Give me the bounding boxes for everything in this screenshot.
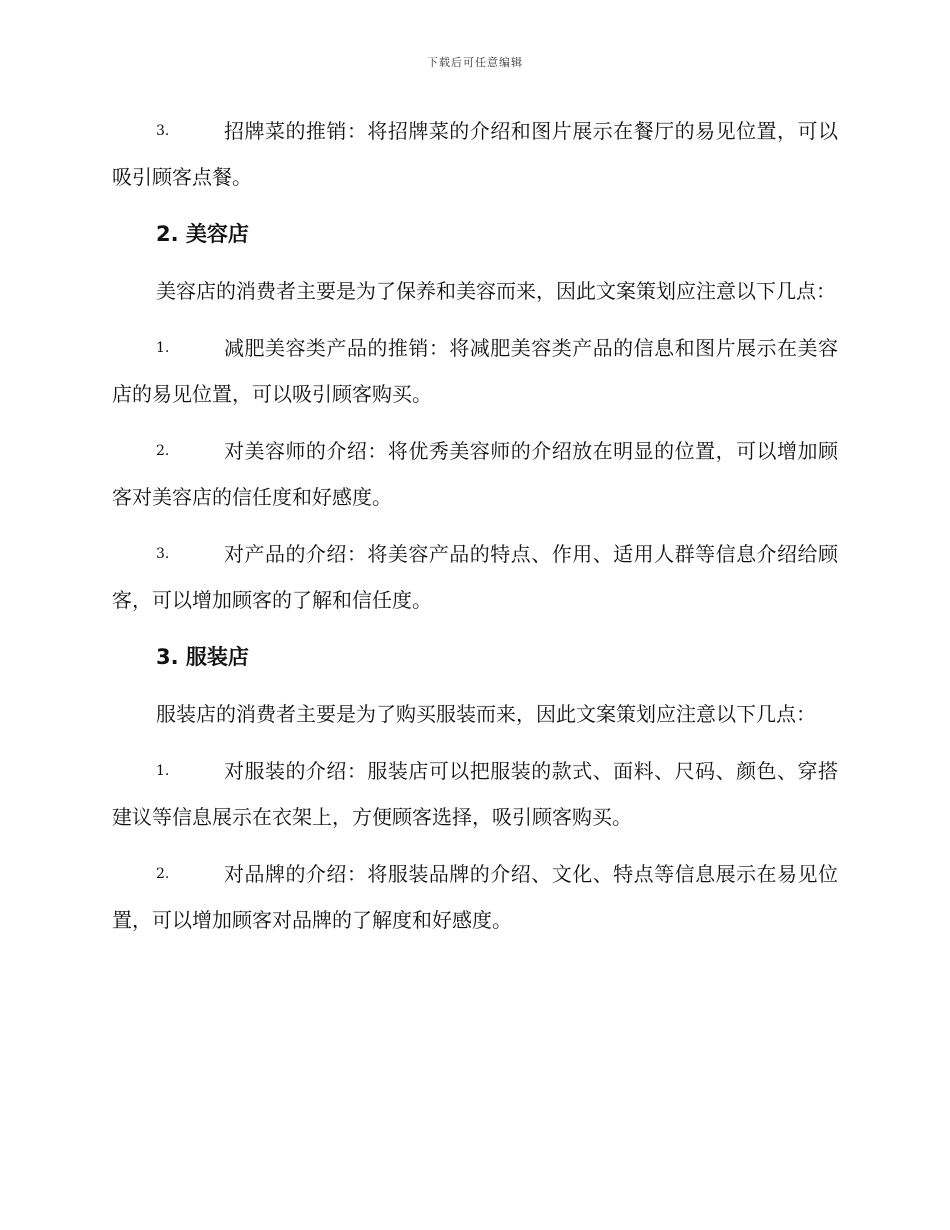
- page-header: 下载后可任意编辑: [427, 56, 523, 69]
- list-number: 1.: [156, 763, 170, 779]
- list-text: 对服装的介绍：服装店可以把服装的款式、面料、尺码、颜色、穿搭建议等信息展示在衣架上，方便顾客选择，吸引顾客购买。: [112, 759, 838, 829]
- list-item: [112, 748, 838, 840]
- list-item: [112, 428, 838, 520]
- list-item: [112, 851, 838, 943]
- list-text: 对产品的介绍：将美容产品的特点、作用、适用人群等信息介绍给顾客，可以增加顾客的了解和信任度。: [112, 542, 838, 612]
- list-number: 2.: [156, 443, 170, 459]
- list-text: 对美容师的介绍：将优秀美容师的介绍放在明显的位置，可以增加顾客对美容店的信任度和好感度。: [112, 439, 838, 509]
- document-body: [112, 108, 838, 954]
- list-number: 3.: [156, 546, 170, 562]
- list-number: 2.: [156, 866, 170, 882]
- list-number: 1.: [156, 340, 170, 356]
- list-item: [112, 108, 838, 200]
- list-item: [112, 325, 838, 417]
- list-number: 3.: [156, 123, 170, 139]
- section-heading: 2. 美容店: [156, 222, 249, 246]
- list-text: 减肥美容类产品的推销：将减肥美容类产品的信息和图片展示在美容店的易见位置，可以吸引顾客购买。: [112, 336, 838, 406]
- section-heading: 3. 服装店: [156, 645, 249, 669]
- list-text: 招牌菜的推销：将招牌菜的介绍和图片展示在餐厅的易见位置，可以吸引顾客点餐。: [112, 119, 838, 189]
- list-item: [112, 531, 838, 623]
- paragraph: 美容店的消费者主要是为了保养和美容而来，因此文案策划应注意以下几点：: [156, 279, 836, 303]
- list-text: 对品牌的介绍：将服装品牌的介绍、文化、特点等信息展示在易见位置，可以增加顾客对品牌的了解度和好感度。: [112, 862, 838, 932]
- paragraph: 服装店的消费者主要是为了购买服装而来，因此文案策划应注意以下几点：: [156, 702, 816, 726]
